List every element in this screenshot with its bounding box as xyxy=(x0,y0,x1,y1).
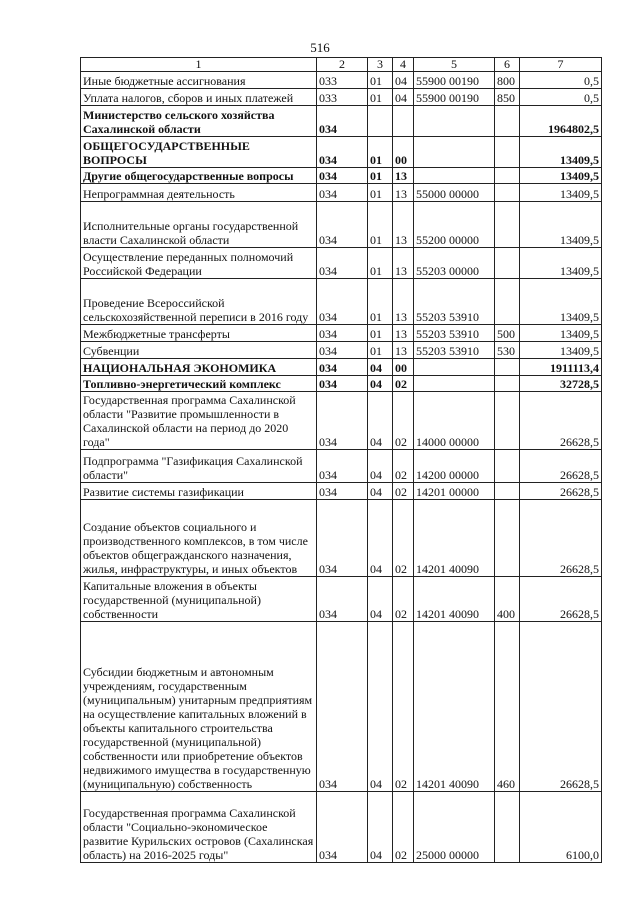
section-code: 01 xyxy=(368,325,393,342)
ministry-code: 034 xyxy=(317,622,368,792)
expense-type-code: 460 xyxy=(495,622,520,792)
amount: 1964802,5 xyxy=(520,106,602,137)
ministry-code: 034 xyxy=(317,106,368,137)
subsection-code xyxy=(393,106,414,137)
subsection-code: 13 xyxy=(393,168,414,184)
section-code: 01 xyxy=(368,168,393,184)
table-row xyxy=(81,359,602,376)
row-name: Проведение Всероссийской сельскохозяйственной переписи в 2016 году xyxy=(81,279,317,325)
expense-type-code xyxy=(495,450,520,483)
target-code xyxy=(414,106,495,137)
expense-type-code xyxy=(495,248,520,279)
expense-type-code xyxy=(495,184,520,202)
subsection-code: 13 xyxy=(393,248,414,279)
subsection-code: 13 xyxy=(393,279,414,325)
table-row xyxy=(81,792,602,863)
subsection-code: 02 xyxy=(393,622,414,792)
subsection-code: 04 xyxy=(393,89,414,106)
amount: 13409,5 xyxy=(520,184,602,202)
row-name: Подпрограмма "Газификация Сахалинской области" xyxy=(81,450,317,483)
subsection-code: 02 xyxy=(393,450,414,483)
row-name: Топливно-энергетический комплекс xyxy=(81,376,317,392)
table-row xyxy=(81,184,602,202)
amount: 0,5 xyxy=(520,89,602,106)
amount: 26628,5 xyxy=(520,483,602,500)
ministry-code: 034 xyxy=(317,137,368,168)
expense-type-code xyxy=(495,392,520,450)
section-code: 04 xyxy=(368,450,393,483)
subsection-code: 00 xyxy=(393,359,414,376)
target-code: 25000 00000 xyxy=(414,792,495,863)
amount: 26628,5 xyxy=(520,392,602,450)
amount: 26628,5 xyxy=(520,577,602,622)
expense-type-code xyxy=(495,483,520,500)
amount: 26628,5 xyxy=(520,500,602,577)
expense-type-code: 530 xyxy=(495,342,520,359)
section-code: 04 xyxy=(368,392,393,450)
ministry-code: 034 xyxy=(317,450,368,483)
target-code: 55203 53910 xyxy=(414,279,495,325)
ministry-code: 034 xyxy=(317,500,368,577)
subsection-code: 04 xyxy=(393,72,414,89)
table-row xyxy=(81,376,602,392)
row-name: НАЦИОНАЛЬНАЯ ЭКОНОМИКА xyxy=(81,359,317,376)
row-name: Государственная программа Сахалинской области "Развитие промышленности в Сахалинской области на период до 2020 года" xyxy=(81,392,317,450)
subsection-code: 02 xyxy=(393,792,414,863)
row-name: Субвенции xyxy=(81,342,317,359)
expense-type-code: 500 xyxy=(495,325,520,342)
column-header: 2 xyxy=(317,58,368,72)
section-code: 04 xyxy=(368,622,393,792)
target-code: 55200 00000 xyxy=(414,202,495,248)
ministry-code: 034 xyxy=(317,376,368,392)
row-name: Межбюджетные трансферты xyxy=(81,325,317,342)
subsection-code: 02 xyxy=(393,483,414,500)
amount: 13409,5 xyxy=(520,248,602,279)
subsection-code: 02 xyxy=(393,577,414,622)
target-code: 55900 00190 xyxy=(414,89,495,106)
target-code: 55203 53910 xyxy=(414,342,495,359)
subsection-code: 13 xyxy=(393,184,414,202)
target-code: 55000 00000 xyxy=(414,184,495,202)
table-row xyxy=(81,89,602,106)
expense-type-code xyxy=(495,202,520,248)
expense-type-code: 850 xyxy=(495,89,520,106)
expense-type-code xyxy=(495,106,520,137)
amount: 1911113,4 xyxy=(520,359,602,376)
expense-type-code xyxy=(495,168,520,184)
ministry-code: 034 xyxy=(317,577,368,622)
target-code: 55900 00190 xyxy=(414,72,495,89)
amount: 26628,5 xyxy=(520,622,602,792)
row-name: Другие общегосударственные вопросы xyxy=(81,168,317,184)
section-code: 04 xyxy=(368,500,393,577)
ministry-code: 034 xyxy=(317,325,368,342)
row-name: Осуществление переданных полномочий Российской Федерации xyxy=(81,248,317,279)
amount: 13409,5 xyxy=(520,202,602,248)
expense-type-code xyxy=(495,137,520,168)
expense-type-code: 400 xyxy=(495,577,520,622)
amount: 13409,5 xyxy=(520,325,602,342)
row-name: Уплата налогов, сборов и иных платежей xyxy=(81,89,317,106)
section-code: 01 xyxy=(368,342,393,359)
ministry-code: 034 xyxy=(317,202,368,248)
ministry-code: 034 xyxy=(317,279,368,325)
target-code xyxy=(414,376,495,392)
subsection-code: 02 xyxy=(393,500,414,577)
target-code: 14201 40090 xyxy=(414,577,495,622)
column-number-row xyxy=(81,58,602,72)
table-row xyxy=(81,450,602,483)
row-name: Субсидии бюджетным и автономным учреждениям, государственным (муниципальным) унитарным предприятиям на осуществление капитальных вложений в объекты капитального строительства государственной (муниципальной) собственности или приобретение объектов недвижимого имущества в государственную (муниципальную) собственность xyxy=(81,622,317,792)
section-code: 04 xyxy=(368,792,393,863)
section-code: 04 xyxy=(368,577,393,622)
ministry-code: 034 xyxy=(317,483,368,500)
ministry-code: 034 xyxy=(317,792,368,863)
subsection-code: 13 xyxy=(393,202,414,248)
section-code xyxy=(368,106,393,137)
ministry-code: 034 xyxy=(317,359,368,376)
target-code: 14000 00000 xyxy=(414,392,495,450)
subsection-code: 13 xyxy=(393,325,414,342)
ministry-code: 034 xyxy=(317,392,368,450)
section-code: 01 xyxy=(368,248,393,279)
target-code: 55203 53910 xyxy=(414,325,495,342)
amount: 6100,0 xyxy=(520,792,602,863)
column-header: 4 xyxy=(393,58,414,72)
ministry-code: 033 xyxy=(317,72,368,89)
ministry-code: 034 xyxy=(317,248,368,279)
ministry-code: 034 xyxy=(317,342,368,359)
table-row xyxy=(81,202,602,248)
table-row xyxy=(81,137,602,168)
target-code xyxy=(414,137,495,168)
target-code: 55203 00000 xyxy=(414,248,495,279)
row-name: Непрограммная деятельность xyxy=(81,184,317,202)
row-name: Создание объектов социального и производственного комплексов, в том числе объектов общегражданского назначения, жилья, инфраструктуры, и иных объектов xyxy=(81,500,317,577)
column-header: 5 xyxy=(414,58,495,72)
amount: 13409,5 xyxy=(520,168,602,184)
table-row xyxy=(81,577,602,622)
amount: 26628,5 xyxy=(520,450,602,483)
expense-type-code xyxy=(495,376,520,392)
target-code xyxy=(414,168,495,184)
amount: 0,5 xyxy=(520,72,602,89)
table-row xyxy=(81,325,602,342)
subsection-code: 02 xyxy=(393,392,414,450)
expense-type-code: 800 xyxy=(495,72,520,89)
expense-type-code xyxy=(495,279,520,325)
section-code: 01 xyxy=(368,72,393,89)
target-code: 14201 40090 xyxy=(414,500,495,577)
budget-table xyxy=(80,57,602,863)
row-name: Исполнительные органы государственной власти Сахалинской области xyxy=(81,202,317,248)
table-row xyxy=(81,168,602,184)
section-code: 01 xyxy=(368,184,393,202)
row-name: Развитие системы газификации xyxy=(81,483,317,500)
row-name: Государственная программа Сахалинской области "Социально-экономическое развитие Курильских островов (Сахалинская область) на 2016-2025 годы" xyxy=(81,792,317,863)
table-row xyxy=(81,279,602,325)
amount: 13409,5 xyxy=(520,279,602,325)
section-code: 01 xyxy=(368,279,393,325)
column-header: 7 xyxy=(520,58,602,72)
expense-type-code xyxy=(495,500,520,577)
column-header: 3 xyxy=(368,58,393,72)
target-code xyxy=(414,359,495,376)
column-header: 1 xyxy=(81,58,317,72)
subsection-code: 13 xyxy=(393,342,414,359)
table-row xyxy=(81,483,602,500)
column-header: 6 xyxy=(495,58,520,72)
ministry-code: 034 xyxy=(317,168,368,184)
section-code: 04 xyxy=(368,359,393,376)
target-code: 14200 00000 xyxy=(414,450,495,483)
section-code: 01 xyxy=(368,202,393,248)
table-row xyxy=(81,248,602,279)
table-row xyxy=(81,342,602,359)
ministry-code: 034 xyxy=(317,184,368,202)
table-row xyxy=(81,72,602,89)
row-name: Капитальные вложения в объекты государственной (муниципальной) собственности xyxy=(81,577,317,622)
row-name: Иные бюджетные ассигнования xyxy=(81,72,317,89)
table-row xyxy=(81,392,602,450)
table-body xyxy=(81,72,602,863)
row-name: Министерство сельского хозяйства Сахалинской области xyxy=(81,106,317,137)
table-row xyxy=(81,622,602,792)
table-row xyxy=(81,106,602,137)
table-row xyxy=(81,500,602,577)
subsection-code: 02 xyxy=(393,376,414,392)
section-code: 01 xyxy=(368,89,393,106)
amount: 13409,5 xyxy=(520,137,602,168)
section-code: 04 xyxy=(368,483,393,500)
section-code: 01 xyxy=(368,137,393,168)
page-number: 516 xyxy=(310,40,330,55)
amount: 32728,5 xyxy=(520,376,602,392)
row-name: ОБЩЕГОСУДАРСТВЕННЫЕ ВОПРОСЫ xyxy=(81,137,317,168)
section-code: 04 xyxy=(368,376,393,392)
target-code: 14201 40090 xyxy=(414,622,495,792)
expense-type-code xyxy=(495,359,520,376)
expense-type-code xyxy=(495,792,520,863)
amount: 13409,5 xyxy=(520,342,602,359)
target-code: 14201 00000 xyxy=(414,483,495,500)
ministry-code: 033 xyxy=(317,89,368,106)
subsection-code: 00 xyxy=(393,137,414,168)
